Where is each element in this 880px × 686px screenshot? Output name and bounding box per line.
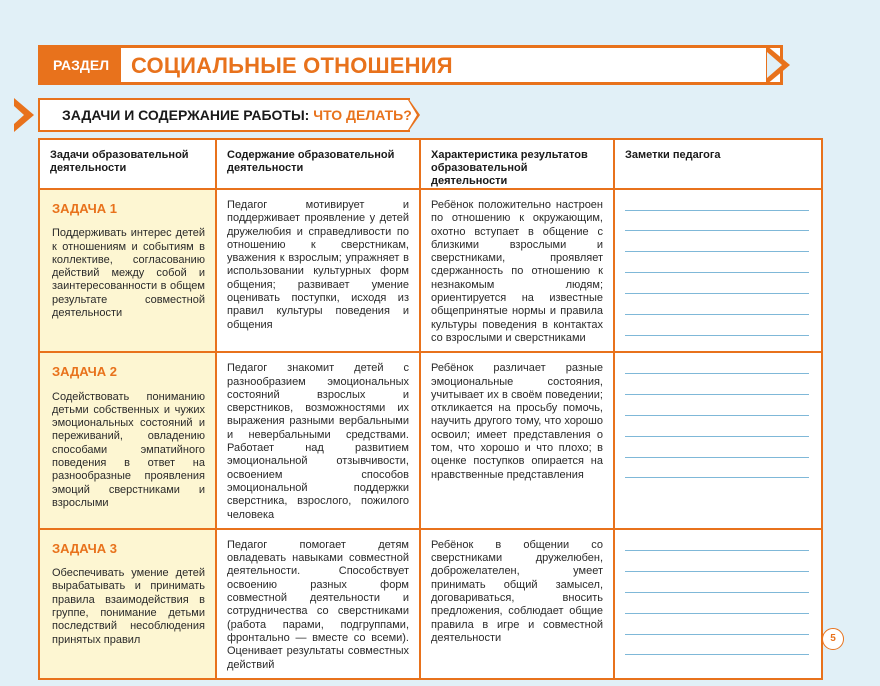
task-cell xyxy=(39,352,216,529)
header-tasks: Задачи образовательной деятельности xyxy=(39,139,216,189)
content-cell: Педагог мотивирует и поддерживает проявление у детей дружелюбия и справедливости по отношению к сверстникам, уважения к взрослым; упражняет в использовании культурных форм общения; развивает умение оценивать поступки, исходя из правил культуры поведения и общения xyxy=(216,189,420,352)
task-label: ЗАДАЧА 3 xyxy=(52,540,118,556)
task-cell xyxy=(39,189,216,352)
note-line xyxy=(625,210,809,211)
task-text: Поддерживать интерес детей к отношениям и событиям в коллективе, согласованию действий между собой и заинтересованности в общем результате совместной деятельности xyxy=(52,227,205,320)
note-line xyxy=(625,634,809,635)
subheader-title xyxy=(62,98,412,132)
page-number: 5 xyxy=(822,628,844,650)
note-line xyxy=(625,251,809,252)
note-line xyxy=(625,373,809,374)
note-line xyxy=(625,550,809,551)
note-line xyxy=(625,654,809,655)
task-cell xyxy=(39,529,216,679)
task-text: Содействовать пониманию детьми собственных и чужих эмоциональных состояний и переживаний, овладению способами эмпатийного поведения в ответ на разнообразные проявления эмоций сверстниками и взрослыми xyxy=(52,390,205,509)
notes-cell[interactable] xyxy=(614,529,822,679)
note-line xyxy=(625,394,809,395)
table-header-row xyxy=(39,139,822,189)
task-label: ЗАДАЧА 1 xyxy=(52,201,118,216)
note-line xyxy=(625,230,809,231)
note-line xyxy=(625,314,809,315)
table-row xyxy=(39,189,822,352)
header-notes: Заметки педагога xyxy=(614,139,822,189)
note-line xyxy=(625,335,809,336)
note-line xyxy=(625,415,809,416)
notes-cell[interactable] xyxy=(614,352,822,529)
note-line xyxy=(625,457,809,458)
subheader-accent: ЧТО ДЕЛАТЬ? xyxy=(313,107,412,123)
header-results: Характеристика результатов образовательной деятельности xyxy=(420,139,614,189)
task-text: Обеспечивать умение детей вырабатывать и принимать правила взаимодействия в группе, понимание детьми последствий несоблюдения принятых правил xyxy=(52,567,205,646)
note-line xyxy=(625,613,809,614)
notes-cell[interactable] xyxy=(614,189,822,352)
note-line xyxy=(625,571,809,572)
note-line xyxy=(625,272,809,273)
result-cell: Ребёнок различает разные эмоциональные состояния, учитывает их в своём поведении; откликается на просьбу помочь, научить другого тому, что хорошо освоил; имеет представления о том, что хорошо и что плохо; в оценке поступков опирается на нравственные представления xyxy=(420,352,614,529)
subheader-prefix: ЗАДАЧИ И СОДЕРЖАНИЕ РАБОТЫ: xyxy=(62,107,314,123)
header-content: Содержание образовательной деятельности xyxy=(216,139,420,189)
result-cell: Ребёнок положительно настроен по отношению к окружающим, охотно вступает в общение с близкими взрослыми и сверстниками, проявляет сдержанность по отношению к незнакомым людям; ориентируется на известные общепринятые нормы и правила культуры поведения в контактах со взрослыми и сверстниками xyxy=(420,189,614,352)
section-header xyxy=(38,45,783,85)
section-tag: РАЗДЕЛ xyxy=(41,48,121,82)
note-line xyxy=(625,477,809,478)
tasks-table xyxy=(38,138,823,680)
content-cell: Педагог помогает детям овладевать навыками совместной деятельности. Способствует освоению разных форм совместной деятельности и сотрудничества со сверстниками (работа парами, подгруппами, фронтально — вместе со всеми). Оценивает результаты совместных действий xyxy=(216,529,420,679)
note-line xyxy=(625,592,809,593)
note-line xyxy=(625,436,809,437)
content-cell: Педагог знакомит детей с разнообразием эмоциональных состояний взрослых и сверстников, возможностями их выражения разными вербальными и невербальными средствами. Работает над развитием эмоциональной отзывчивости, освоением способов эмоциональной поддержки сверстника, взрослого, пожилого человека xyxy=(216,352,420,529)
triangle-marker-inner xyxy=(14,106,24,124)
table-row xyxy=(39,529,822,679)
section-title: СОЦИАЛЬНЫЕ ОТНОШЕНИЯ xyxy=(131,53,453,78)
result-cell: Ребёнок в общении со сверстниками дружелюбен, доброжелателен, умеет принимать общий замысел, договариваться, вносить предложения, соблюдает общие правила в игре и совместной деятельности xyxy=(420,529,614,679)
note-line xyxy=(625,293,809,294)
ribbon-notch-decoration xyxy=(767,52,782,78)
task-label: ЗАДАЧА 2 xyxy=(52,364,118,380)
table-row xyxy=(39,352,822,529)
